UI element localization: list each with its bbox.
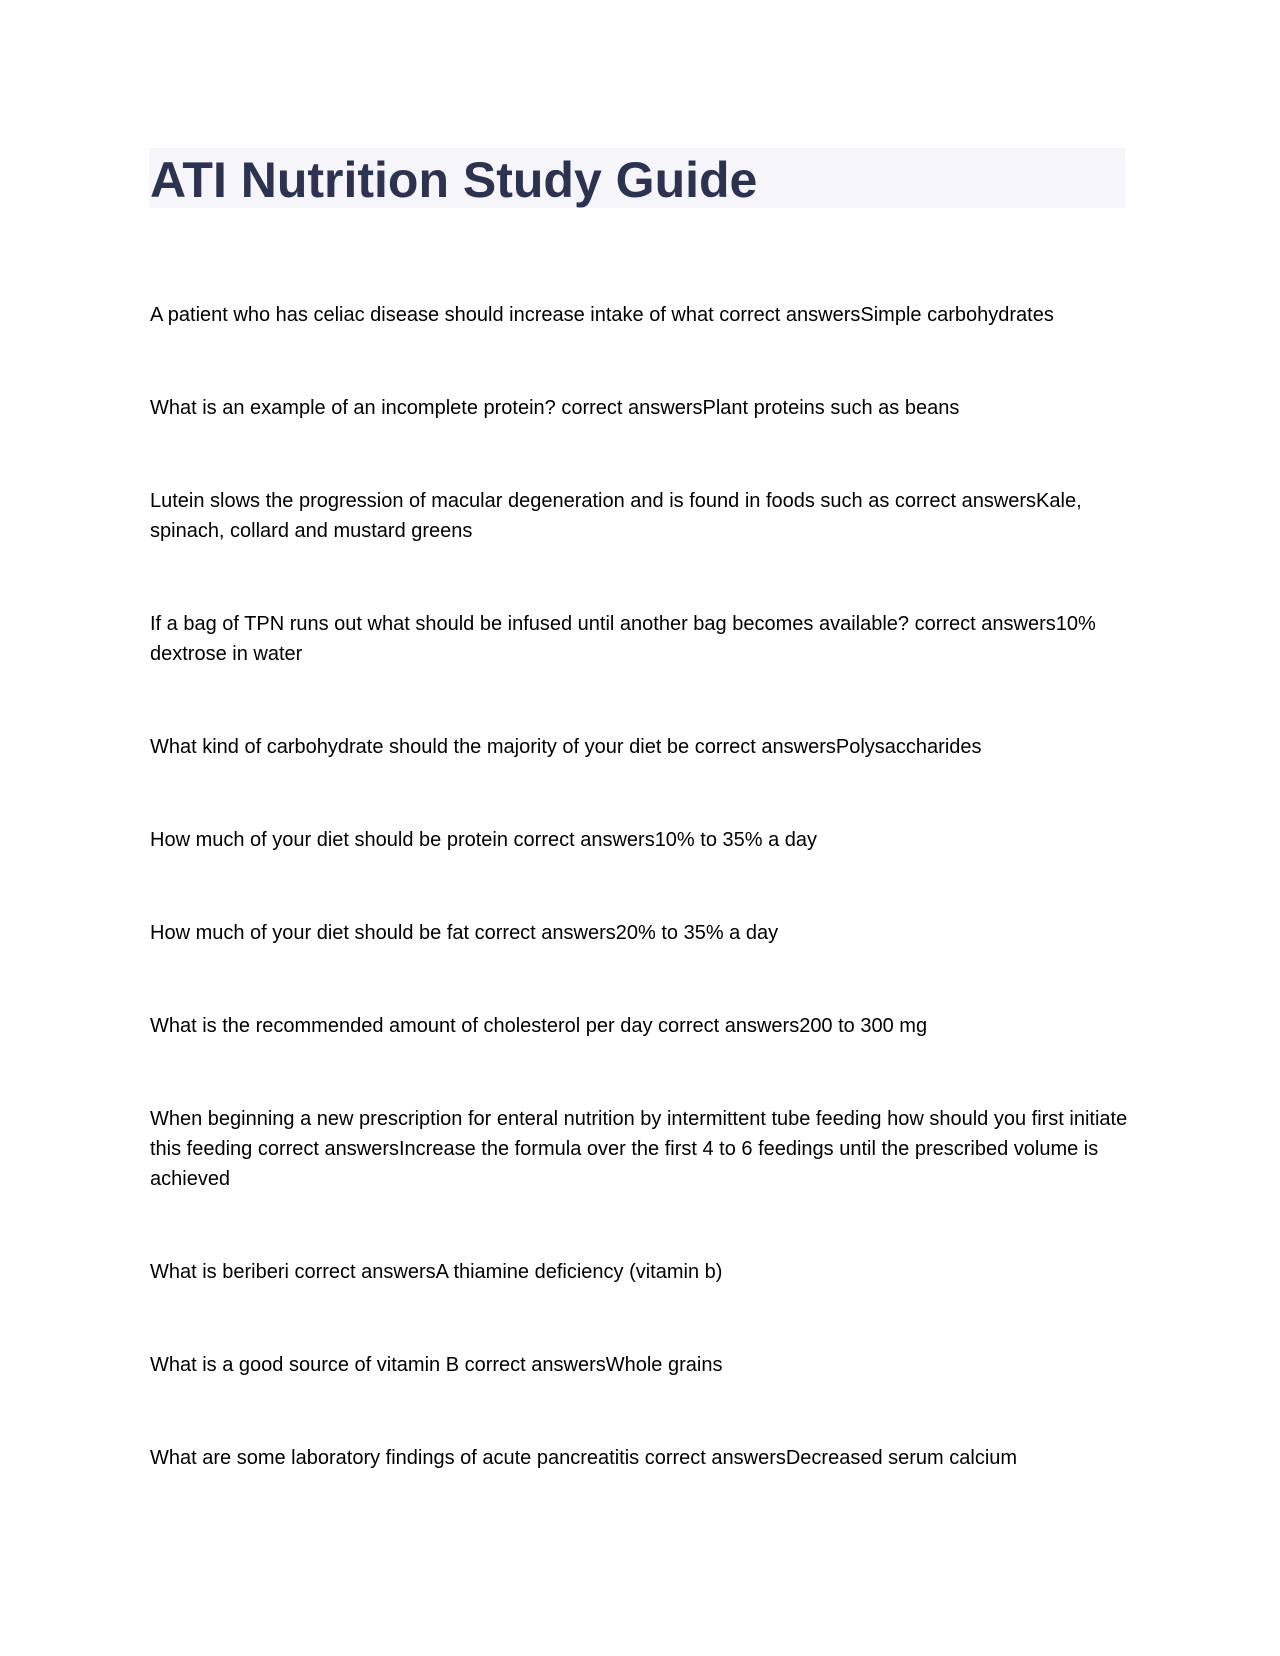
qa-item: If a bag of TPN runs out what should be infused until another bag becomes available? correct answers10% dextrose in water bbox=[150, 613, 1096, 665]
qa-item: When beginning a new prescription for enteral nutrition by intermittent tube feeding how should you first initiate this feeding correct answersIncrease the formula over the first 4 to 6 feedings until the prescribed volume is achieved bbox=[150, 1108, 1128, 1190]
qa-item: What is the recommended amount of cholesterol per day correct answers200 to 300 mg bbox=[150, 1015, 928, 1037]
qa-item: How much of your diet should be fat correct answers20% to 35% a day bbox=[150, 922, 779, 944]
qa-item: What is a good source of vitamin B correct answersWhole grains bbox=[150, 1354, 723, 1376]
qa-item: How much of your diet should be protein correct answers10% to 35% a day bbox=[150, 829, 818, 851]
qa-item: A patient who has celiac disease should increase intake of what correct answersSimple carbohydrates bbox=[150, 304, 1054, 326]
qa-item: What are some laboratory findings of acute pancreatitis correct answersDecreased serum calcium bbox=[150, 1447, 1018, 1469]
qa-item: What kind of carbohydrate should the majority of your diet be correct answersPolysaccharides bbox=[150, 736, 982, 758]
qa-item: What is an example of an incomplete protein? correct answersPlant proteins such as beans bbox=[150, 397, 960, 419]
page-title: ATI Nutrition Study Guide bbox=[150, 152, 758, 208]
qa-list bbox=[150, 300, 1130, 1536]
qa-item: Lutein slows the progression of macular degeneration and is found in foods such as correct answersKale, spinach, collard and mustard greens bbox=[150, 490, 1082, 542]
qa-item: What is beriberi correct answersA thiamine deficiency (vitamin b) bbox=[150, 1261, 723, 1283]
